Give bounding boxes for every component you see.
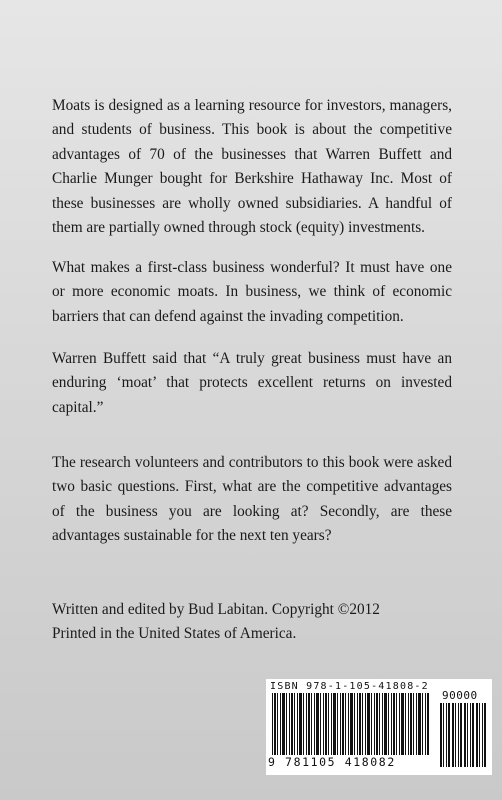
isbn-label: ISBN 978-1-105-41808-2 [270, 681, 429, 692]
blurb-paragraph-2: What makes a first-class business wonderful? It must have one or more economic moats. In business, we think of economic barriers that can defend against the invading competition. [52, 259, 452, 325]
blurb-paragraph-3: Warren Buffett said that “A truly great business must have an enduring ‘moat’ that protects excellent returns on invested capital.” [52, 350, 452, 416]
barcode-bars [272, 693, 430, 755]
author-copyright-line: Written and edited by Bud Labitan. Copyright ©2012 [52, 601, 380, 618]
isbn-barcode [266, 679, 492, 775]
printed-in-line: Printed in the United States of America. [52, 625, 297, 642]
blurb-paragraph-4: The research volunteers and contributors to this book were asked two basic questions. First, what are the competitive advantages of the business you are looking at? Secondly, are these advantages sustainable for the next ten years? [52, 454, 452, 545]
price-addon-bars [440, 703, 486, 767]
price-code: 90000 [442, 689, 478, 702]
blurb-paragraph-1: Moats is designed as a learning resource for investors, managers, and students of business. This book is about the competitive advantages of 70 of the businesses that Warren Buffett and Charlie Munger bought for Berkshire Hathaway Inc. Most of these businesses are wholly owned subsidiaries. A handful of them are partially owned through stock (equity) investments. [52, 97, 452, 237]
barcode-digits: 9 781105 418082 [268, 755, 436, 769]
